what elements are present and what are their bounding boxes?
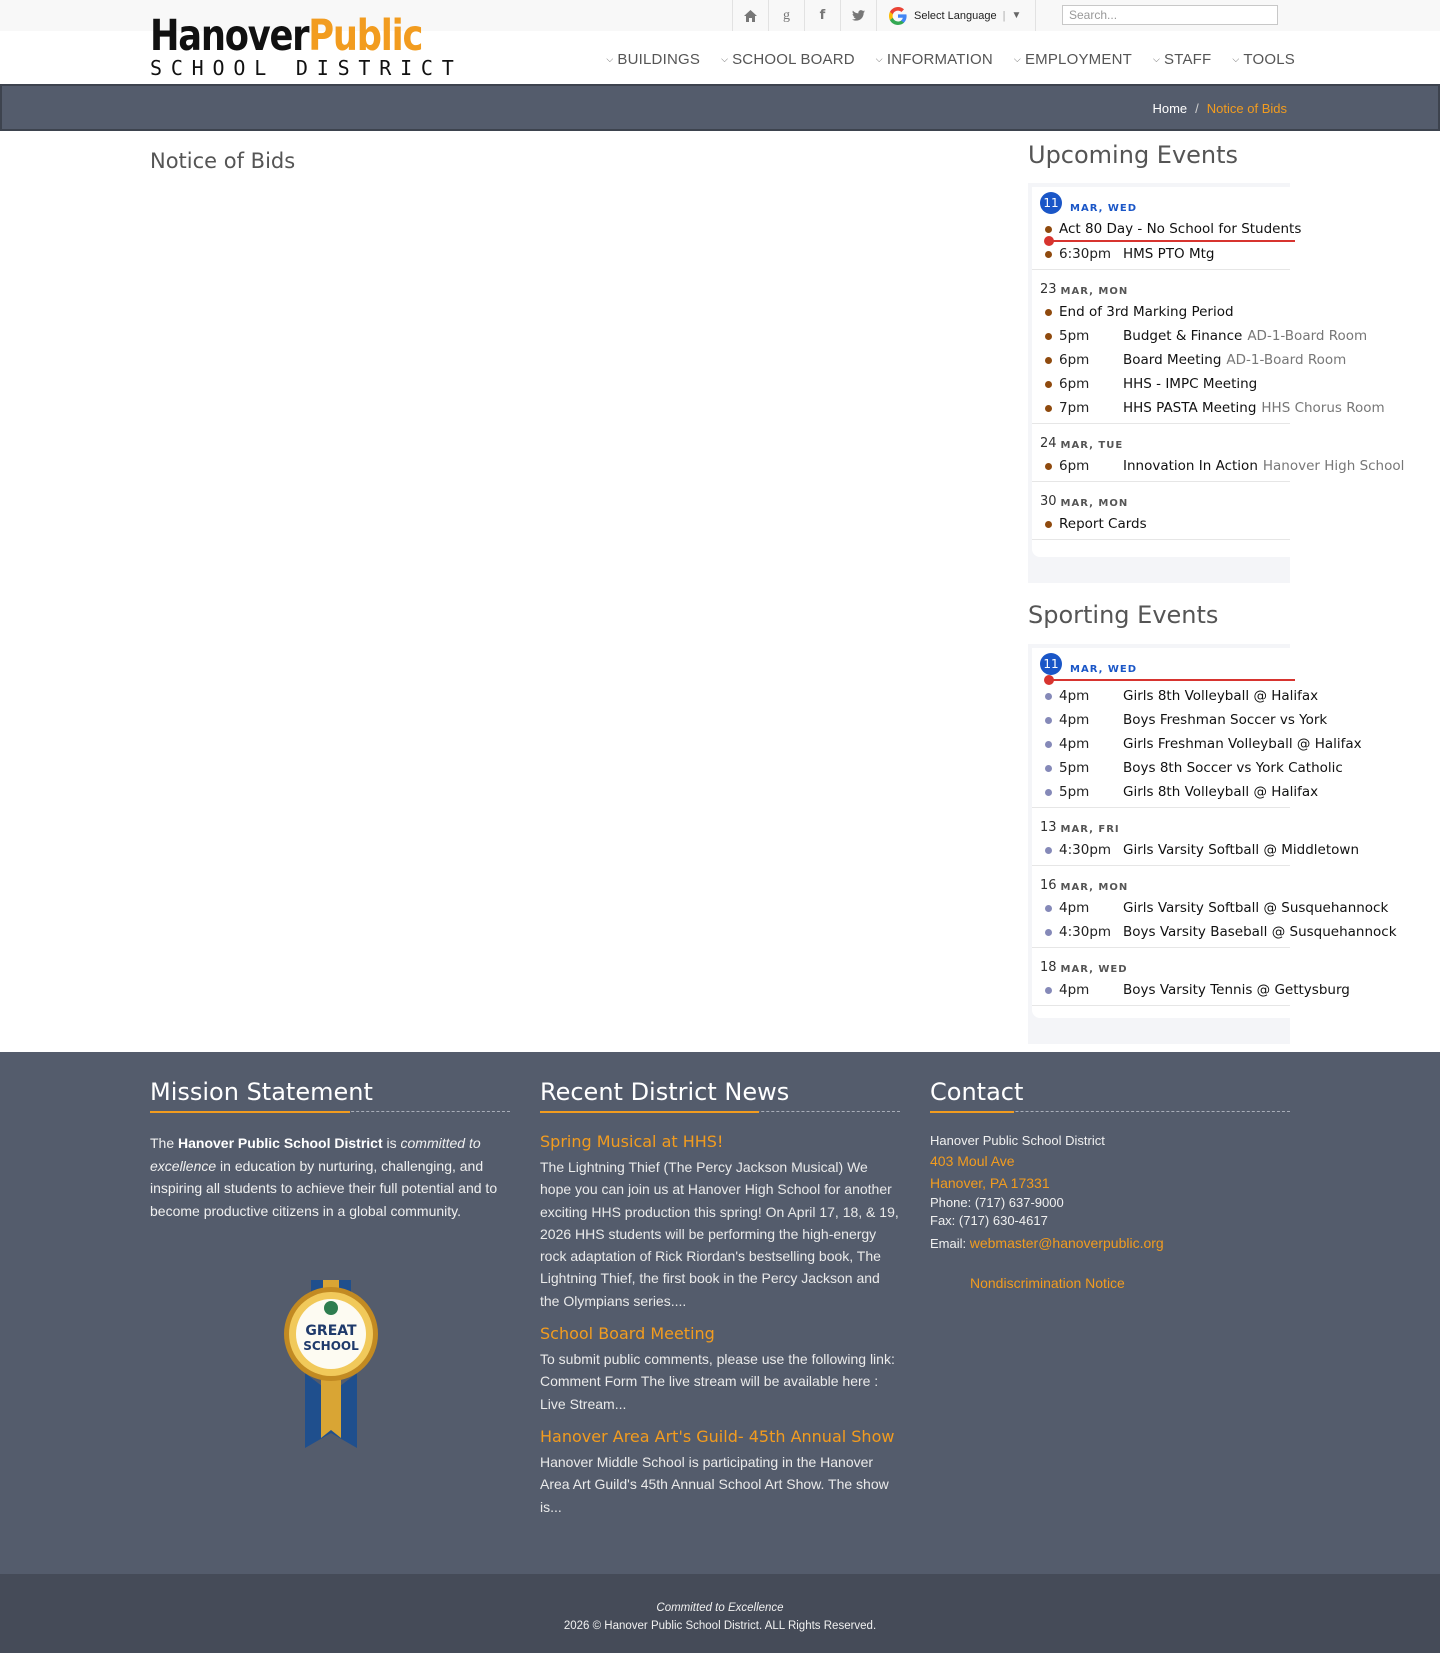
nav-school-board[interactable] (721, 51, 855, 68)
event-dot-icon (1045, 251, 1052, 258)
breadcrumb-separator: / (1195, 101, 1199, 116)
calendar-event-list (1040, 512, 1290, 539)
calendar-day-header (1040, 270, 1290, 300)
nondiscrimination-link[interactable]: Nondiscrimination Notice (970, 1275, 1125, 1291)
svg-text:SCHOOL: SCHOOL (303, 1339, 359, 1353)
calendar-day-label: MAR, MON (1060, 882, 1129, 893)
contact-email-link[interactable]: webmaster@hanoverpublic.org (969, 1235, 1164, 1251)
event-dot-icon (1045, 333, 1052, 340)
calendar-event-list (1040, 300, 1385, 423)
language-label: Select Language (914, 9, 997, 22)
event-title: Budget & Finance (1123, 328, 1243, 344)
contact-divider (930, 1109, 1290, 1112)
event-title: Boys Varsity Baseball @ Susquehannock (1123, 924, 1397, 940)
news-item (540, 1324, 900, 1415)
event-title: Girls Freshman Volleyball @ Halifax (1123, 736, 1362, 752)
event-dot-icon (1045, 765, 1052, 772)
search-input[interactable] (1062, 5, 1278, 25)
great-school-badge-icon (283, 1278, 379, 1448)
event-dot-icon (1045, 717, 1052, 724)
calendar-day-label: MAR, WED (1070, 203, 1138, 214)
event-time: 4:30pm (1059, 842, 1112, 858)
event-dot-icon (1045, 381, 1052, 388)
calendar-event[interactable] (1040, 684, 1319, 708)
event-title: Girls Varsity Softball @ Middletown (1123, 842, 1360, 858)
calendar-day (1032, 270, 1385, 424)
google-plus-icon[interactable]: g (768, 0, 804, 31)
nav-staff[interactable] (1153, 51, 1211, 68)
calendar-day-number: 18 (1040, 960, 1057, 975)
nav-label: TOOLS (1243, 51, 1295, 68)
event-location: HHS Chorus Room (1261, 400, 1385, 416)
twitter-icon[interactable] (840, 0, 876, 31)
event-time: 4pm (1059, 900, 1090, 916)
calendar-day-number: 13 (1040, 820, 1057, 835)
event-dot-icon (1045, 693, 1052, 700)
calendar-day-header (1040, 187, 1290, 217)
sporting-events-calendar (1028, 644, 1397, 1044)
news-item (540, 1132, 900, 1312)
nav-label: STAFF (1164, 51, 1212, 68)
facebook-icon[interactable]: f (804, 0, 840, 31)
event-time: 5pm (1059, 328, 1090, 344)
contact-name: Hanover Public School District (930, 1133, 1105, 1148)
calendar-day-label: MAR, WED (1060, 964, 1128, 975)
contact-title: Contact (930, 1078, 1024, 1106)
calendar-day-number: 23 (1040, 282, 1057, 297)
chevron-down-icon: ⌵ (721, 54, 729, 65)
mission-column (150, 1078, 510, 1353)
calendar-event[interactable] (1040, 512, 1290, 536)
event-location: AD-1-Board Room (1226, 352, 1347, 368)
calendar-event-list (1040, 896, 1397, 947)
event-dot-icon (1045, 357, 1052, 364)
event-title: Innovation In Action (1123, 458, 1258, 474)
calendar-day (1032, 808, 1360, 866)
calendar-event[interactable] (1040, 217, 1302, 241)
calendar-event[interactable] (1040, 300, 1290, 324)
chevron-down-icon: ⌵ (875, 54, 883, 65)
event-title: HHS PASTA Meeting (1123, 400, 1257, 416)
calendar-event[interactable] (1040, 896, 1389, 920)
event-time: 6pm (1059, 458, 1090, 474)
news-item-body: To submit public comments, please use the following link: Comment Form The live stream will be available here : Live Stream... (540, 1351, 895, 1412)
nav-information[interactable] (876, 51, 993, 68)
event-dot-icon (1045, 405, 1052, 412)
calendar-event[interactable] (1040, 324, 1368, 348)
calendar-day-label: MAR, MON (1060, 286, 1129, 297)
breadcrumb-current: Notice of Bids (1206, 101, 1287, 116)
main-nav (585, 51, 1295, 68)
event-dot-icon (1045, 789, 1052, 796)
event-dot-icon (1045, 987, 1052, 994)
nav-buildings[interactable] (606, 51, 700, 68)
calendar-day (1032, 866, 1397, 948)
news-item-title[interactable]: Spring Musical at HHS! (540, 1132, 724, 1151)
upcoming-events-calendar (1028, 183, 1405, 583)
calendar-day-header (1040, 482, 1290, 512)
calendar-event[interactable] (1040, 838, 1360, 862)
google-logo-icon (889, 7, 907, 25)
nav-tools[interactable] (1232, 51, 1295, 68)
news-item-title[interactable]: Hanover Area Art's Guild- 45th Annual Show (540, 1426, 895, 1446)
calendar-day (1032, 187, 1302, 270)
sub-footer (0, 1574, 1440, 1653)
page-title: Notice of Bids (150, 149, 296, 173)
language-selector[interactable] (876, 0, 1036, 31)
event-title: HMS PTO Mtg (1123, 246, 1215, 262)
calendar-event[interactable] (1040, 708, 1328, 732)
event-title: Boys Varsity Tennis @ Gettysburg (1123, 982, 1350, 998)
news-column (540, 1078, 900, 1530)
calendar-day-header (1040, 424, 1290, 454)
calendar-day-header (1040, 948, 1290, 978)
language-separator: | (1002, 9, 1006, 22)
calendar-day-number: 16 (1040, 878, 1057, 893)
event-title: HHS - IMPC Meeting (1123, 376, 1258, 392)
nav-label: INFORMATION (886, 51, 993, 68)
calendar-event[interactable] (1040, 978, 1350, 1002)
event-time: 5pm (1059, 784, 1090, 800)
event-dot-icon (1045, 521, 1052, 528)
home-icon[interactable] (732, 0, 768, 31)
nav-label: EMPLOYMENT (1024, 51, 1132, 68)
calendar-day-label: MAR, FRI (1060, 824, 1120, 835)
calendar-day (1032, 482, 1290, 540)
calendar-event-list (1040, 978, 1350, 1005)
event-dot-icon (1045, 463, 1052, 470)
calendar-day-label: MAR, WED (1070, 664, 1138, 675)
news-title: Recent District News (540, 1078, 790, 1106)
nav-label: BUILDINGS (617, 51, 701, 68)
calendar-event[interactable] (1040, 396, 1385, 420)
mission-title: Mission Statement (150, 1078, 373, 1106)
calendar-day-header (1040, 866, 1290, 896)
upcoming-events-list[interactable] (1032, 187, 1405, 557)
event-time: 4:30pm (1059, 924, 1112, 940)
current-time-indicator (1045, 240, 1295, 242)
calendar-event[interactable] (1040, 348, 1347, 372)
calendar-day-header (1040, 808, 1290, 838)
calendar-day-number: 11 (1040, 192, 1062, 214)
calendar-day-number: 24 (1040, 436, 1057, 451)
district-logo[interactable] (150, 11, 463, 80)
contact-fax: Fax: (717) 630-4617 (930, 1213, 1048, 1228)
news-item-body: The Lightning Thief (The Percy Jackson Musical) We hope you can join us at Hanover High School for another exciting HHS production this spring! On April 17, 18, & 19, 2026 HHS students will be performing the high-energy rock adaptation of Rick Riordan's bestselling book, The Lightning Thief, the first book in the Percy Jackson and the Olympians series.... (540, 1159, 899, 1309)
event-time: 4pm (1059, 688, 1090, 704)
logo-word-public: Public (308, 11, 423, 61)
news-item-title[interactable]: School Board Meeting (540, 1324, 715, 1344)
calendar-day (1032, 424, 1405, 482)
contact-address-line1[interactable]: 403 Moul Ave (930, 1153, 1015, 1169)
event-dot-icon (1045, 309, 1052, 316)
chevron-down-icon: ⌵ (1013, 54, 1021, 65)
sporting-events-list[interactable] (1032, 648, 1397, 1018)
nav-label: SCHOOL BOARD (732, 51, 855, 68)
calendar-event[interactable] (1040, 920, 1397, 944)
upcoming-events-title: Upcoming Events (1028, 141, 1239, 169)
calendar-event[interactable] (1040, 372, 1290, 396)
calendar-day-number: 11 (1040, 653, 1062, 675)
chevron-down-icon: ⌵ (606, 54, 614, 65)
calendar-event-list (1040, 454, 1405, 481)
event-title: Act 80 Day - No School for Students (1059, 221, 1302, 237)
event-dot-icon (1045, 905, 1052, 912)
contact-email-label: Email: (930, 1236, 970, 1251)
logo-subtitle: SCHOOL DISTRICT (150, 56, 463, 80)
calendar-day (1032, 648, 1362, 808)
calendar-day-label: MAR, TUE (1060, 440, 1124, 451)
event-title: Boys 8th Soccer vs York Catholic (1123, 760, 1343, 776)
calendar-day-number: 30 (1040, 494, 1057, 509)
contact-column (930, 1078, 1290, 1291)
breadcrumb-home[interactable]: Home (1152, 101, 1188, 116)
chevron-down-icon: ⌵ (1232, 54, 1240, 65)
calendar-event-list (1040, 217, 1302, 269)
contact-email (930, 1232, 1290, 1255)
event-location: Hanover High School (1262, 458, 1405, 474)
news-item-body: Hanover Middle School is participating in the Hanover Area Art Guild's 45th Annual School Art Show. The show is... (540, 1453, 889, 1515)
news-item (540, 1427, 900, 1518)
event-dot-icon (1045, 741, 1052, 748)
news-divider (540, 1109, 900, 1112)
svg-text:GREAT: GREAT (305, 1323, 357, 1339)
calendar-day (1032, 948, 1350, 1006)
breadcrumb (1152, 101, 1287, 116)
page-banner (0, 84, 1440, 131)
current-time-indicator (1045, 679, 1295, 681)
caret-down-icon: ▼ (1011, 10, 1022, 21)
event-title: Girls 8th Volleyball @ Halifax (1123, 784, 1319, 800)
calendar-event[interactable] (1040, 242, 1290, 266)
event-time: 6pm (1059, 376, 1090, 392)
event-title: Board Meeting (1123, 352, 1222, 368)
event-location: AD-1-Board Room (1247, 328, 1368, 344)
calendar-day-label: MAR, MON (1060, 498, 1129, 509)
event-dot-icon (1045, 226, 1052, 233)
event-time: 4pm (1059, 982, 1090, 998)
event-time: 7pm (1059, 400, 1090, 416)
event-title: End of 3rd Marking Period (1059, 304, 1234, 320)
calendar-event[interactable] (1040, 732, 1362, 756)
calendar-event[interactable] (1040, 780, 1319, 804)
footer (0, 1052, 1440, 1574)
calendar-day-header (1040, 648, 1290, 678)
contact-phone: Phone: (717) 637-9000 (930, 1195, 1064, 1210)
footer-copyright: 2026 © Hanover Public School District. ALL Rights Reserved. (563, 1620, 877, 1632)
nav-employment[interactable] (1014, 51, 1132, 68)
chevron-down-icon: ⌵ (1152, 54, 1160, 65)
event-time: 4pm (1059, 736, 1090, 752)
event-time: 5pm (1059, 760, 1090, 776)
mission-text: The Hanover Public School District is committed to excellence in education by nurturing, challenging, and inspiring all students to achieve their full potential and to become productive citizens in a global community. (150, 1135, 498, 1219)
utility-links (732, 0, 1036, 31)
footer-motto: Committed to Excellence (656, 1602, 784, 1614)
calendar-event-list (1040, 838, 1360, 865)
event-time: 6:30pm (1059, 246, 1112, 262)
event-dot-icon (1045, 847, 1052, 854)
calendar-event-list (1040, 684, 1362, 807)
event-time: 4pm (1059, 712, 1090, 728)
contact-address-line2[interactable]: Hanover, PA 17331 (930, 1175, 1050, 1191)
event-time: 6pm (1059, 352, 1090, 368)
event-title: Boys Freshman Soccer vs York (1123, 712, 1328, 728)
event-dot-icon (1045, 929, 1052, 936)
calendar-event[interactable] (1040, 756, 1343, 780)
logo-wordmark (150, 11, 423, 61)
event-title: Report Cards (1059, 516, 1147, 532)
event-title: Girls 8th Volleyball @ Halifax (1123, 688, 1319, 704)
event-title: Girls Varsity Softball @ Susquehannock (1123, 900, 1389, 916)
logo-word-hanover: Hanover (150, 11, 309, 61)
calendar-event[interactable] (1040, 454, 1405, 478)
sporting-events-title: Sporting Events (1028, 601, 1219, 629)
mission-divider (150, 1109, 510, 1112)
